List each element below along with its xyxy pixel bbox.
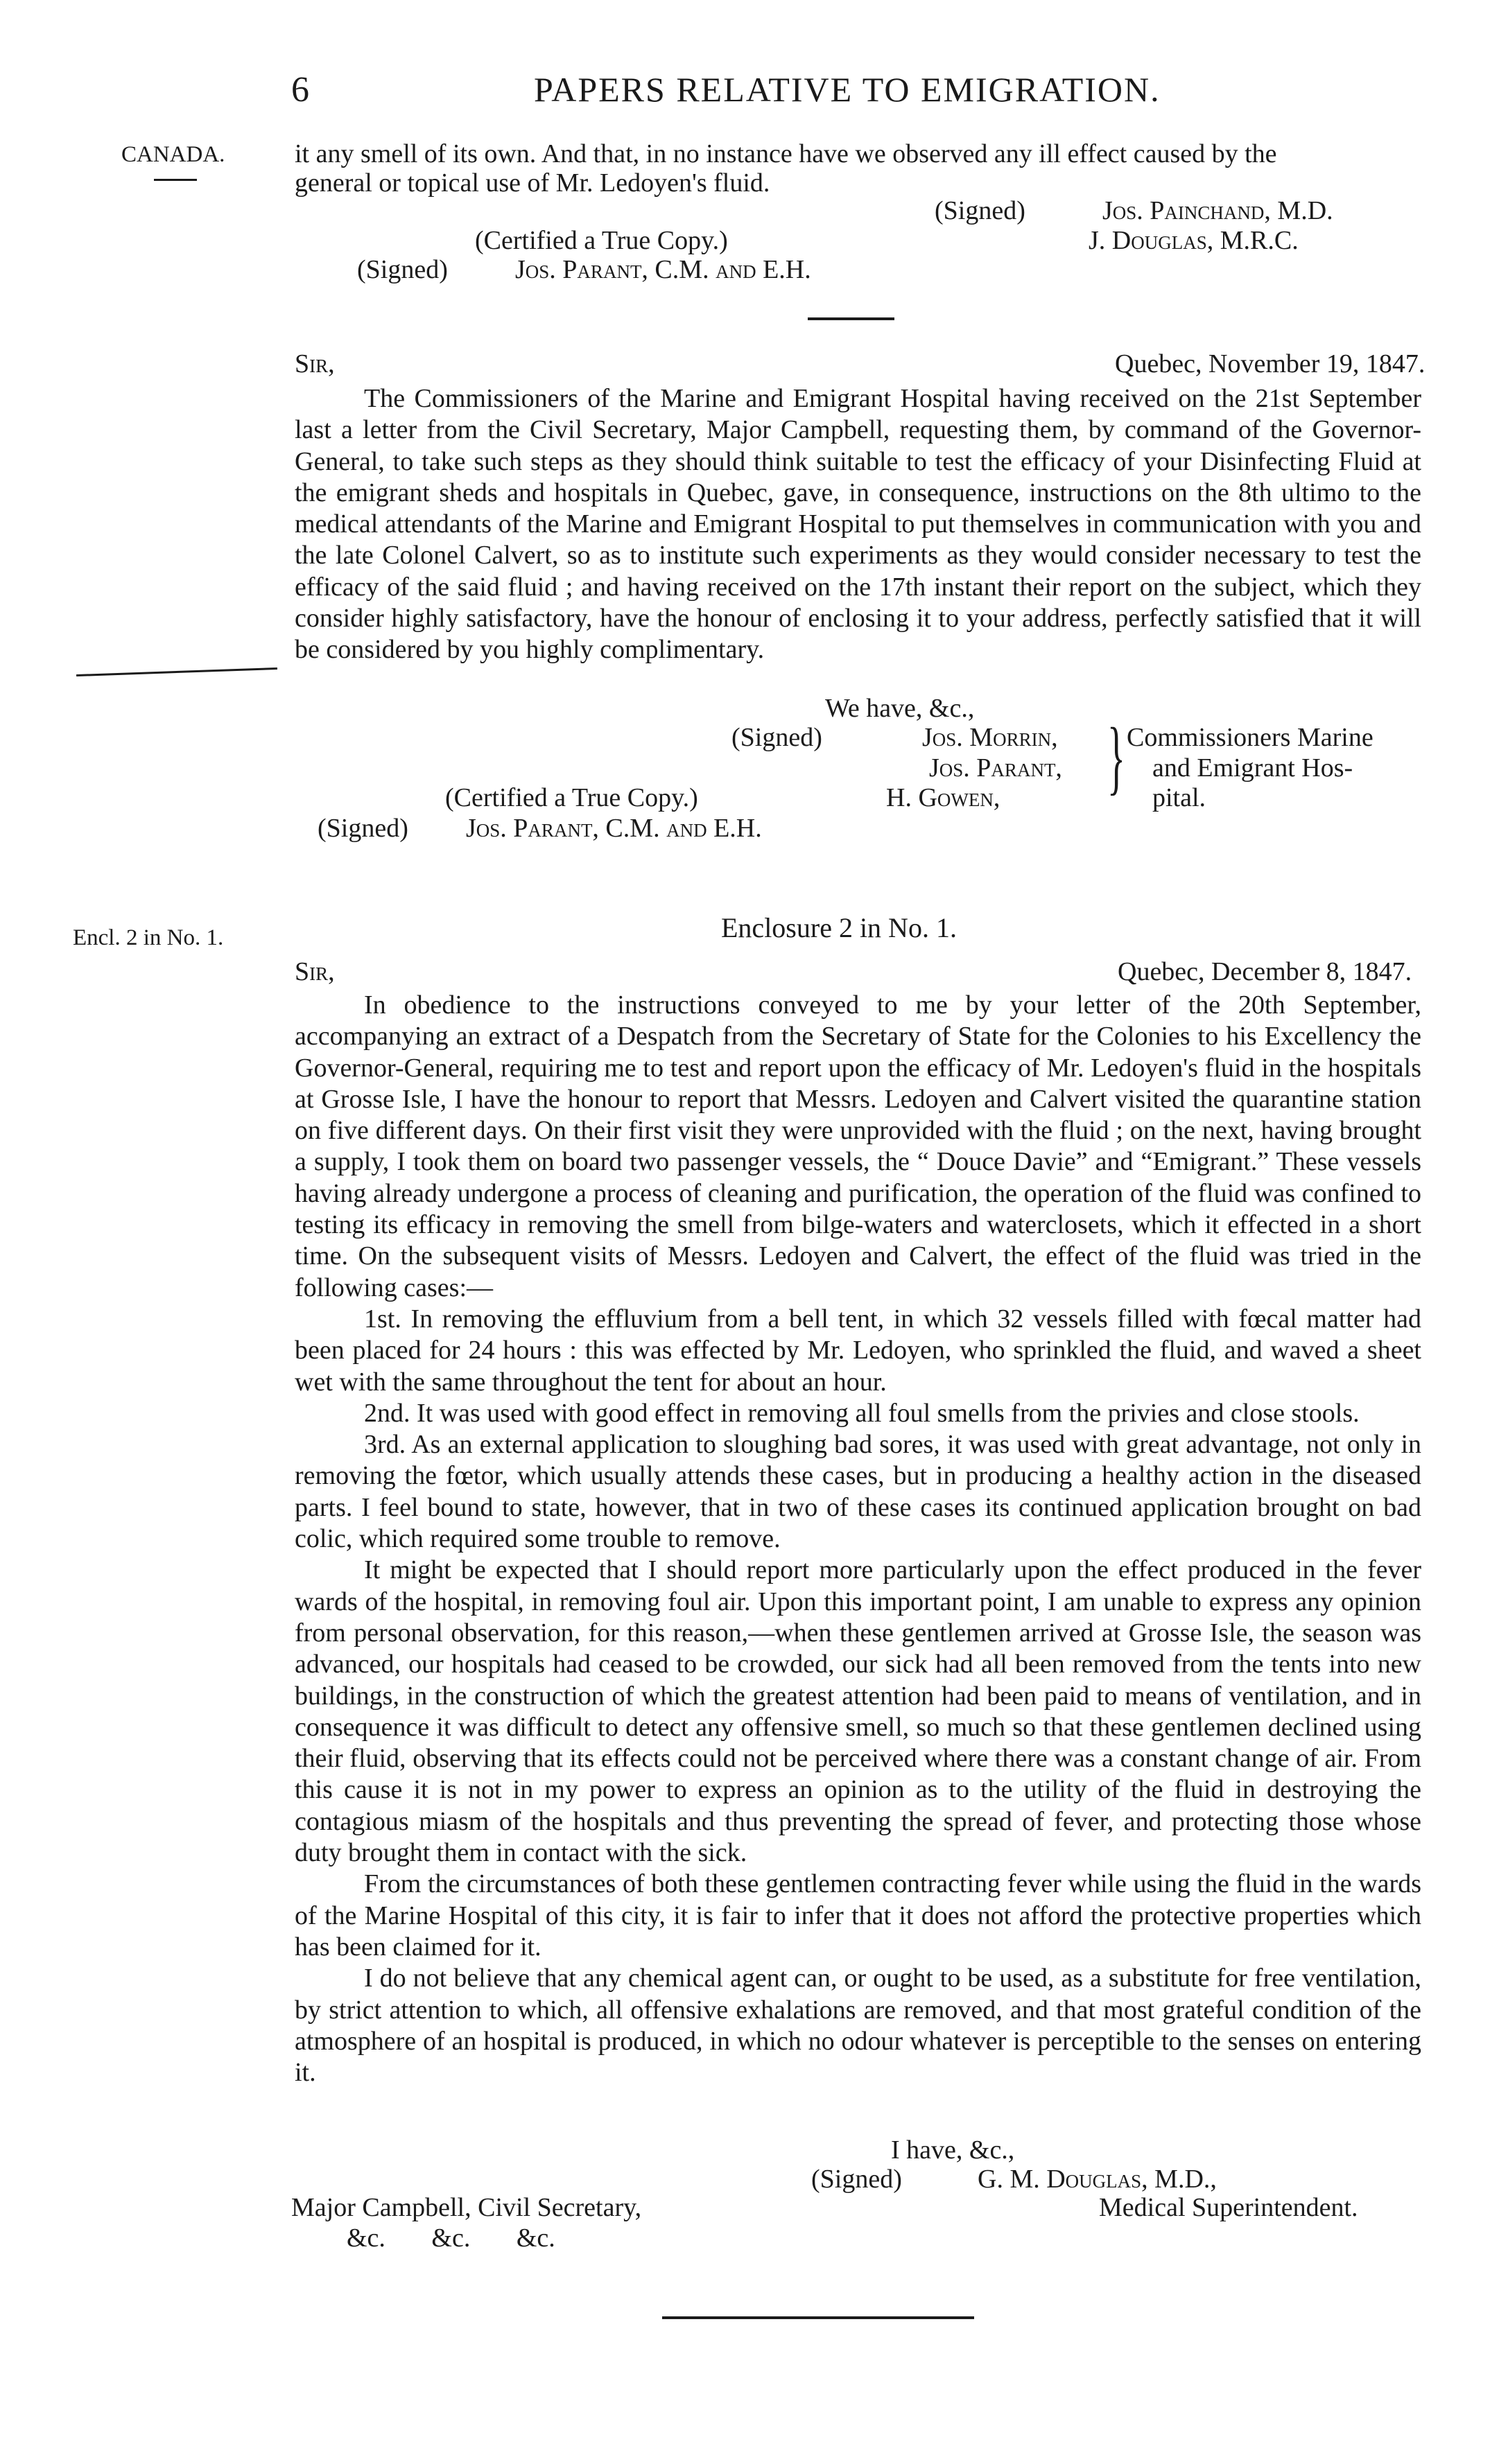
letter1-cert-name: Jos. Parant, C.M. and E.H. bbox=[515, 255, 811, 284]
signer-title: Medical Superintendent. bbox=[1099, 2193, 1358, 2222]
page-number: 6 bbox=[291, 70, 309, 110]
letter1-signer-1: Jos. Painchand, M.D. bbox=[1102, 196, 1333, 225]
letter1-line1: it any smell of its own. And that, in no instance have we observed any ill effect caused by the bbox=[295, 139, 1277, 168]
letter2-signer-1: Jos. Morrin, bbox=[922, 723, 1058, 752]
enclosure-salutation: Sir, bbox=[295, 957, 335, 986]
enclosure-paragraph: 3rd. As an external application to sloughing bad sores, it was used with great advantage, not only in removing the fœtor, which usually attends these cases, but in producing a healthy action in the diseased parts. I feel bound to state, however, that in two of these cases its continued application brought on bad colic, which required some trouble to remove. bbox=[295, 1430, 1421, 1554]
addressee: Major Campbell, Civil Secretary, bbox=[291, 2193, 642, 2222]
page-title: PAPERS RELATIVE TO EMIGRATION. bbox=[534, 70, 1161, 109]
signer-brace: } bbox=[1107, 710, 1125, 803]
enclosure-closing: I have, &c., bbox=[891, 2135, 1015, 2165]
addressee-etc: &c. &c. &c. bbox=[347, 2223, 555, 2253]
letter2-salutation: Sir, bbox=[295, 349, 335, 378]
enclosure-paragraph: 2nd. It was used with good effect in removing all foul smells from the privies and close stools. bbox=[364, 1398, 1360, 1428]
enclosure-signed: (Signed) bbox=[811, 2165, 902, 2194]
letter2-signed: (Signed) bbox=[731, 723, 822, 752]
letter2-role-2: and Emigrant Hos- bbox=[1152, 753, 1353, 783]
letter2-signer-3: H. Gowen, bbox=[886, 783, 1000, 812]
letter1-signed: (Signed) bbox=[935, 196, 1025, 225]
end-rule bbox=[662, 2316, 974, 2319]
letter2-body: The Commissioners of the Marine and Emigrant Hospital having received on the 21st September last a letter from the Civil Secretary, Major Campbell, requesting them, by command of the Governor-General, to take such steps as they should think suitable to test the efficacy of your Disinfecting Fluid at the emigrant sheds and hospitals in Quebec, gave, in consequence, instructions on the 8th ultimo to the medical attendants of the Marine and Emigrant Hospital to put themselves in communication with you and the late Colonel Calvert, so as to institute such experiments as they would consider necessary to test the efficacy of the said fluid ; and having received on the 17th instant their report on the subject, which they consider highly satisfactory, have the honour of enclosing it to your address, perfectly satisfied that it will be considered by you highly complimentary. bbox=[295, 384, 1421, 665]
margin-pen-mark bbox=[76, 667, 277, 676]
margin-rule bbox=[154, 179, 197, 181]
enclosure-paragraph: I do not believe that any chemical agent can, or ought to be used, as a substitute for free ventilation, by strict attention to which, all offensive exhalations are removed, and that most grateful condition of the atmosphere of an hospital is produced, in which no odour whatever is perceptible to the senses on entering it. bbox=[295, 1964, 1421, 2088]
letter2-role-3: pital. bbox=[1152, 783, 1206, 812]
enclosure-body bbox=[295, 990, 1421, 2088]
enclosure-paragraph: It might be expected that I should report more particularly upon the effect produced in the fever wards of the hospital, in removing foul air. Upon this important point, I am unable to express any opinion from personal observation, for this reason,—when these gentlemen arrived at Grosse Isle, the season was advanced, our hospitals had ceased to be crowded, our sick had all been removed from the tents into new buildings, in the construction of which the greatest attention had been paid to means of ventilation, and in consequence it was difficult to detect any offensive smell, so much so that these gentlemen declined using their fluid, observing that its effects could not be perceived where there was a constant change of air. From this cause it is not in my power to express an opinion as to the utility of the fluid in destroying the contagious miasm of the hospitals and thus preventing the spread of fever, and protecting those whose duty brought them in contact with the sick. bbox=[295, 1555, 1421, 1868]
letter1-cert-signed: (Signed) bbox=[357, 255, 448, 284]
letter1-certified: (Certified a True Copy.) bbox=[475, 226, 728, 255]
letter2-role-1: Commissioners Marine bbox=[1127, 723, 1373, 752]
enclosure-paragraph: In obedience to the instructions conveyed to me by your letter of the 20th September, accompanying an extract of a Despatch from the Secretary of State for the Colonies to his Excellency the Governor-General, requiring me to test and report upon the efficacy of Mr. Ledoyen's fluid in the hospitals at Grosse Isle, I have the honour to report that Messrs. Ledoyen and Calvert visited the quarantine station on five different days. On their first visit they were unprovided with the fluid ; on the next, having brought a supply, I took them on board two passenger vessels, the “ Douce Davie” and “Emigrant.” These vessels having already undergone a process of cleaning and purification, the operation of the fluid was confined to testing its efficacy in removing the smell from bilge-waters and waterclosets, which it effected in a short time. On the subsequent visits of Messrs. Ledoyen and Calvert, the effect of the fluid was tried in the following cases:— bbox=[295, 990, 1421, 1302]
letter1-signer-2: J. Douglas, M.R.C. bbox=[1089, 226, 1299, 255]
enclosure-heading: Enclosure 2 in No. 1. bbox=[721, 912, 957, 943]
enclosure-signer: G. M. Douglas, M.D., bbox=[978, 2165, 1217, 2194]
enclosure-paragraph: From the circumstances of both these gentlemen contracting fever while using the fluid in the wards of the Marine Hospital of this city, it is fair to infer that it does not afford the protective properties which has been claimed for it. bbox=[295, 1869, 1421, 1961]
margin-note-canada: CANADA. bbox=[121, 142, 225, 167]
letter2-certified: (Certified a True Copy.) bbox=[445, 783, 698, 812]
enclosure-dateline: Quebec, December 8, 1847. bbox=[1118, 957, 1412, 986]
letter2-closing: We have, &c., bbox=[825, 694, 975, 723]
letter2-cert-signed: (Signed) bbox=[318, 814, 408, 843]
letter1-line2: general or topical use of Mr. Ledoyen's fluid. bbox=[295, 168, 770, 198]
letter2-cert-name: Jos. Parant, C.M. and E.H. bbox=[466, 814, 762, 843]
margin-note-enclosure: Encl. 2 in No. 1. bbox=[73, 925, 224, 950]
section-divider bbox=[808, 317, 894, 320]
letter2-dateline: Quebec, November 19, 1847. bbox=[1115, 349, 1425, 378]
enclosure-paragraph: 1st. In removing the effluvium from a bell tent, in which 32 vessels filled with fœcal matter had been placed for 24 hours : this was effected by Mr. Ledoyen, who sprinkled the fluid, and waved a sheet wet with the same throughout the tent for about an hour. bbox=[295, 1304, 1421, 1397]
letter2-signer-2: Jos. Parant, bbox=[929, 753, 1062, 783]
